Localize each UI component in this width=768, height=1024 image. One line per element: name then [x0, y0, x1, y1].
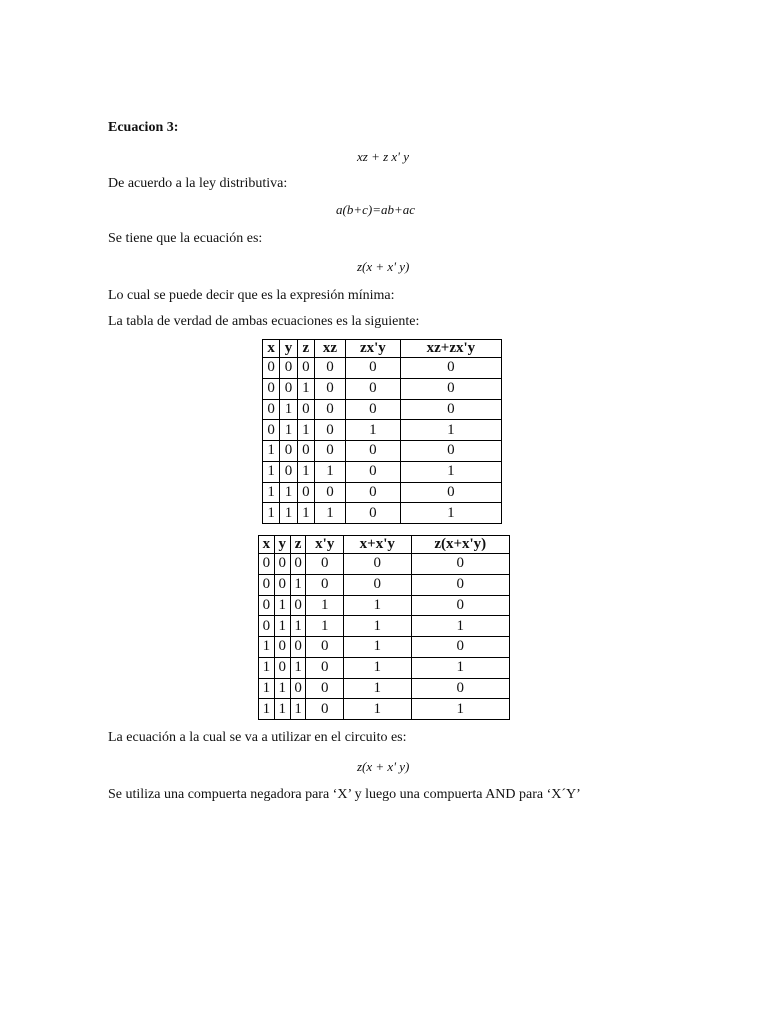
table-cell: 1 — [315, 503, 346, 524]
table-header-cell: xz+zx'y — [400, 340, 501, 358]
table-cell: 1 — [290, 616, 306, 637]
equation-intro-text: Se tiene que la ecuación es: — [108, 231, 263, 246]
table-row — [259, 616, 510, 637]
table-header-cell: x — [259, 536, 275, 554]
table-header-cell: x'y — [306, 536, 344, 554]
table-cell: 0 — [315, 358, 346, 379]
table-cell: 0 — [400, 358, 501, 379]
table-cell: 0 — [344, 554, 411, 575]
table-cell: 0 — [306, 699, 344, 720]
table-cell: 0 — [297, 482, 314, 503]
table-cell: 1 — [411, 699, 510, 720]
table-cell: 1 — [259, 678, 275, 699]
table-cell: 0 — [400, 399, 501, 420]
table-cell: 1 — [263, 461, 280, 482]
table-cell: 0 — [263, 399, 280, 420]
table-cell: 1 — [306, 595, 344, 616]
table-row — [259, 678, 510, 699]
table-row — [259, 699, 510, 720]
table-cell: 1 — [297, 420, 314, 441]
table-cell: 0 — [280, 461, 297, 482]
gates-description-text: Se utiliza una compuerta negadora para ‘X’ y luego una compuerta AND para ‘X´Y’ — [108, 787, 581, 802]
table-cell: 0 — [400, 378, 501, 399]
table-cell: 0 — [411, 554, 510, 575]
table-cell: 0 — [411, 678, 510, 699]
table-cell: 0 — [346, 399, 401, 420]
truth-table-simplified — [258, 535, 510, 720]
table-cell: 0 — [280, 441, 297, 462]
distributive-law-text: De acuerdo a la ley distributiva: — [108, 176, 288, 191]
table-cell: 0 — [400, 441, 501, 462]
table-cell: 0 — [274, 574, 290, 595]
table-cell: 1 — [411, 657, 510, 678]
table-header-cell: xz — [315, 340, 346, 358]
table-row — [259, 574, 510, 595]
table-header-row — [263, 340, 502, 358]
table-header-cell: y — [280, 340, 297, 358]
table-cell: 0 — [290, 554, 306, 575]
table-cell: 1 — [344, 595, 411, 616]
table-cell: 0 — [346, 358, 401, 379]
table-header-cell: z — [297, 340, 314, 358]
table-cell: 1 — [344, 637, 411, 658]
table-cell: 1 — [274, 678, 290, 699]
table-cell: 1 — [263, 503, 280, 524]
table-cell: 0 — [306, 657, 344, 678]
table-cell: 0 — [274, 657, 290, 678]
table-cell: 1 — [290, 574, 306, 595]
table-cell: 0 — [259, 554, 275, 575]
table-row — [263, 420, 502, 441]
table-cell: 0 — [290, 595, 306, 616]
table-cell: 1 — [344, 678, 411, 699]
table-cell: 0 — [411, 574, 510, 595]
table-cell: 0 — [400, 482, 501, 503]
table-cell: 1 — [290, 657, 306, 678]
table-cell: 0 — [315, 399, 346, 420]
table-cell: 0 — [315, 441, 346, 462]
table-cell: 0 — [297, 399, 314, 420]
table-cell: 1 — [274, 616, 290, 637]
table-header-cell: y — [274, 536, 290, 554]
minimal-expression-text: Lo cual se puede decir que es la expresión mínima: — [108, 288, 395, 303]
table-row — [259, 595, 510, 616]
table-cell: 1 — [400, 503, 501, 524]
table-cell: 0 — [315, 482, 346, 503]
table-cell: 1 — [280, 503, 297, 524]
table-header-cell: z — [290, 536, 306, 554]
table-row — [263, 358, 502, 379]
table-cell: 1 — [274, 699, 290, 720]
table-header-cell: z(x+x'y) — [411, 536, 510, 554]
table-cell: 0 — [346, 482, 401, 503]
equation-factored: z(x + x' y) — [357, 259, 410, 274]
table-cell: 1 — [297, 461, 314, 482]
table-cell: 0 — [297, 441, 314, 462]
table-cell: 1 — [411, 616, 510, 637]
table-cell: 0 — [274, 637, 290, 658]
table-cell: 0 — [306, 637, 344, 658]
table-cell: 0 — [346, 378, 401, 399]
table-row — [259, 637, 510, 658]
table-cell: 0 — [315, 378, 346, 399]
equation-original: xz + z x' y — [357, 149, 409, 164]
table-cell: 1 — [344, 657, 411, 678]
table-cell: 1 — [280, 482, 297, 503]
table-cell: 1 — [263, 482, 280, 503]
equation-distributive-law: a(b+c)=ab+ac — [336, 202, 416, 217]
table-row — [263, 503, 502, 524]
table-cell: 1 — [315, 461, 346, 482]
table-cell: 0 — [297, 358, 314, 379]
table-cell: 0 — [411, 595, 510, 616]
table-cell: 0 — [263, 358, 280, 379]
table-cell: 0 — [259, 595, 275, 616]
table-row — [263, 461, 502, 482]
table-cell: 1 — [259, 699, 275, 720]
section-heading: Ecuacion 3: — [108, 120, 179, 135]
table-cell: 0 — [346, 503, 401, 524]
table-cell: 0 — [274, 554, 290, 575]
table-cell: 0 — [263, 420, 280, 441]
truth-table-original — [262, 339, 502, 524]
table-cell: 1 — [280, 420, 297, 441]
table-cell: 0 — [280, 358, 297, 379]
table-cell: 1 — [344, 616, 411, 637]
table-cell: 0 — [411, 637, 510, 658]
table-row — [263, 378, 502, 399]
table-cell: 1 — [400, 461, 501, 482]
table-cell: 0 — [259, 574, 275, 595]
table-cell: 1 — [280, 399, 297, 420]
table-cell: 1 — [259, 637, 275, 658]
table-cell: 0 — [306, 678, 344, 699]
table-header-cell: zx'y — [346, 340, 401, 358]
table-cell: 1 — [274, 595, 290, 616]
table-header-cell: x+x'y — [344, 536, 411, 554]
table-cell: 0 — [346, 441, 401, 462]
truth-table-intro-text: La tabla de verdad de ambas ecuaciones es la siguiente: — [108, 314, 420, 329]
table-cell: 0 — [263, 378, 280, 399]
table-row — [259, 554, 510, 575]
table-cell: 0 — [306, 554, 344, 575]
table-cell: 1 — [306, 616, 344, 637]
table-row — [259, 657, 510, 678]
table-header-cell: x — [263, 340, 280, 358]
table-cell: 0 — [344, 574, 411, 595]
table-cell: 1 — [259, 657, 275, 678]
table-cell: 0 — [259, 616, 275, 637]
table-cell: 1 — [346, 420, 401, 441]
table-cell: 1 — [263, 441, 280, 462]
table-cell: 1 — [297, 503, 314, 524]
equation-circuit: z(x + x' y) — [357, 759, 410, 774]
table-cell: 0 — [315, 420, 346, 441]
table-row — [263, 399, 502, 420]
table-cell: 0 — [280, 378, 297, 399]
table-header-row — [259, 536, 510, 554]
table-row — [263, 441, 502, 462]
table-cell: 1 — [400, 420, 501, 441]
table-cell: 0 — [290, 678, 306, 699]
table-cell: 1 — [344, 699, 411, 720]
table-cell: 0 — [346, 461, 401, 482]
table-cell: 0 — [306, 574, 344, 595]
table-cell: 1 — [297, 378, 314, 399]
table-row — [263, 482, 502, 503]
table-cell: 0 — [290, 637, 306, 658]
circuit-equation-text: La ecuación a la cual se va a utilizar en el circuito es: — [108, 730, 407, 745]
table-cell: 1 — [290, 699, 306, 720]
